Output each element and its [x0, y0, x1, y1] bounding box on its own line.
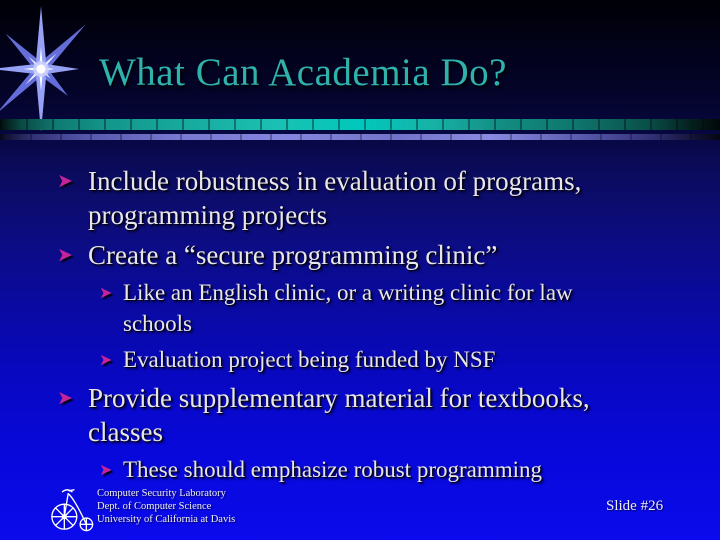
- bullet-text: Provide supplementary material for textbooks, classes: [88, 383, 590, 447]
- slide-title: What Can Academia Do?: [99, 51, 507, 94]
- footer-organization: [97, 487, 235, 526]
- bullet-text: Evaluation project being funded by NSF: [123, 347, 496, 372]
- bullet-text: These should emphasize robust programming: [123, 457, 543, 482]
- bullet-text: Create a “secure programming clinic”: [88, 240, 498, 270]
- arrow-bullet-icon: ➤: [99, 350, 113, 369]
- arrow-bullet-icon: ➤: [57, 170, 73, 192]
- arrow-bullet-icon: ➤: [99, 460, 113, 479]
- bullet-item: [0, 238, 720, 272]
- teal-divider-bar: [0, 119, 720, 130]
- arrow-bullet-icon: ➤: [57, 244, 73, 266]
- bullet-text: Include robustness in evaluation of programs, programming projects: [88, 166, 582, 230]
- penny-farthing-bicycle-icon: [49, 483, 95, 535]
- bullet-list: [0, 152, 720, 485]
- sub-bullet-item: [0, 454, 720, 485]
- slide-number: Slide #26: [606, 498, 664, 514]
- sub-bullet-item: [0, 277, 720, 339]
- arrow-bullet-icon: ➤: [57, 387, 73, 409]
- bullet-item: [0, 164, 720, 232]
- arrow-bullet-icon: ➤: [99, 283, 113, 302]
- sub-bullet-item: [0, 344, 720, 375]
- bullet-text: Like an English clinic, or a writing clinic for law schools: [123, 280, 573, 336]
- footer-org-line: University of California at Davis: [97, 514, 236, 525]
- footer-org-line: Dept. of Computer Science: [97, 501, 212, 512]
- footer-org-line: Computer Security Laboratory: [97, 488, 226, 499]
- bullet-item: [0, 381, 720, 449]
- starburst-icon: [0, 3, 106, 131]
- purple-divider-bar: [0, 134, 720, 140]
